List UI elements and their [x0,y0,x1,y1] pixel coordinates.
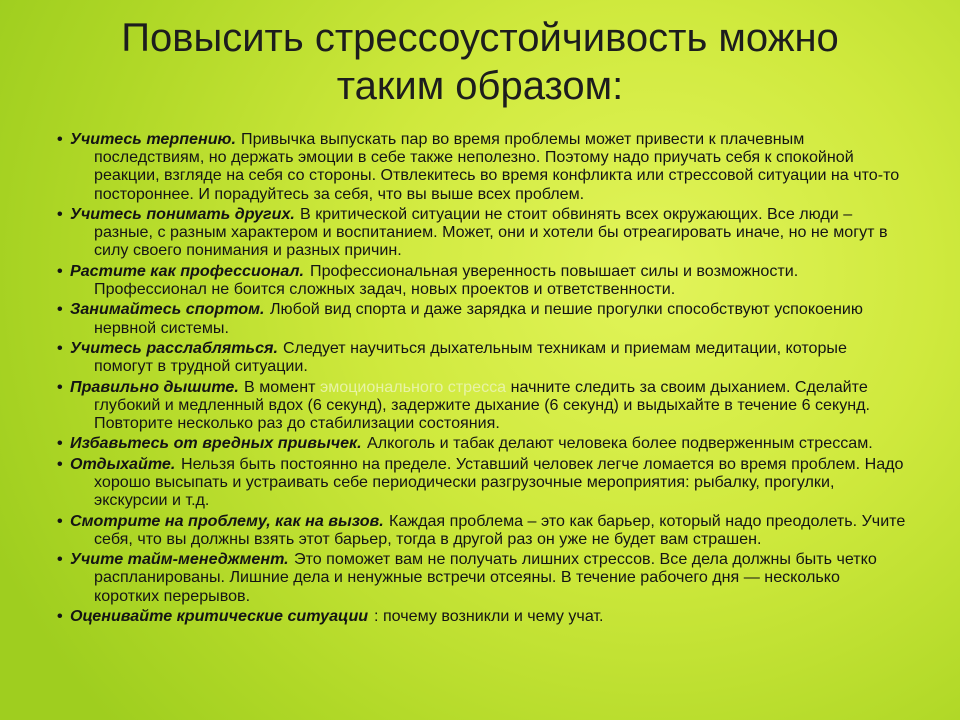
list-item [57,607,907,625]
list-item [57,339,907,375]
item-heading: Учитесь расслабляться. [70,338,278,357]
bullet-icon: • [57,338,63,357]
bullet-icon: • [57,550,63,569]
item-heading: Занимайтесь спортом. [70,300,265,319]
item-heading: Смотрите на проблему, как на вызов. [70,511,384,530]
list-item [57,130,907,203]
item-heading: Избавьтесь от вредных привычек. [70,434,362,453]
item-text: Это поможет вам не получать лишних стрессов. Все дела должны быть четко распланированы. Лишние дела и ненужные встречи отсеяны. В течение рабочего дня — несколько коротких перерывов. [94,550,877,605]
list-item [57,205,907,260]
slide-title [0,14,960,110]
item-text: Нельзя быть постоянно на пределе. Уставший человек легче ломается во время проблем. Надо хорошо высыпать и устраивать себе периодически разгрузочные мероприятия: рыбалку, прогулки, экскурсии и т.д. [94,454,904,510]
bullet-icon: • [57,300,63,319]
list-item [57,550,907,605]
bullet-icon: • [57,130,63,148]
item-heading: Учитесь понимать других. [70,205,295,223]
item-heading: Правильно дышите. [70,377,239,396]
item-heading: Растите как профессионал. [70,261,305,280]
list-item [57,455,907,510]
list-item [57,300,907,336]
item-heading: Отдыхайте. [70,454,176,473]
item-text: Каждая проблема – это как барьер, который надо преодолеть. Учите себя, что вы должны взять этот барьер, тогда в другой раз он уже не будет вам страшен. [94,511,906,548]
slide-title-line-1: Повысить стрессоустойчивость можно [121,16,839,60]
bullet-icon: • [57,377,63,396]
item-text: : почему возникли и чему учат. [374,606,604,625]
item-text: Привычка выпускать пар во время проблемы может привести к плачевным последствиям, но держать эмоции в себе также неполезно. Поэтому надо приучать себя к спокойной реакции, взгляде на себя со стороны. Отвлекитесь во время конфликта или стрессовой ситуации на что-то постороннее. И порадуйтесь за себя, что вы выше всех проблем. [94,130,900,203]
item-text: Профессиональная уверенность повышает силы и возможности. Профессионал не боится сложных задач, новых проектов и ответственности. [94,261,799,298]
tips-list [57,130,907,627]
emotional-stress-link[interactable]: эмоционального стресса [319,377,507,396]
item-text-after-link: начните следить за своим дыханием. Сделайте глубокий и медленный вдох (6 секунд), задержите дыхание (6 секунд) и выдыхайте в течение 6 секунд. Повторите несколько раз до стабилизации состояния. [94,377,871,432]
item-heading: Учите тайм-менеджмент. [70,550,289,569]
item-heading: Оценивайте критические ситуации [70,606,369,625]
bullet-icon: • [57,511,63,530]
bullet-icon: • [57,205,63,223]
item-text: Следует научиться дыхательным техникам и приемам медитации, которые помогут в трудной ситуации. [94,338,847,376]
list-item [57,434,907,452]
item-text: Алкоголь и табак делают человека более подверженным стрессам. [367,434,873,453]
item-text-before-link: В момент [244,377,316,396]
item-text: В критической ситуации не стоит обвинять всех окружающих. Все люди – разные, с разным характером и воспитанием. Может, они и хотели бы отреагировать иначе, но не могут в силу своего понимания и разных причин. [94,205,888,260]
bullet-icon: • [57,454,63,473]
list-item [57,512,907,548]
list-item [57,378,907,433]
list-item [57,262,907,298]
item-heading: Учитесь терпению. [70,130,236,148]
bullet-icon: • [57,261,63,280]
bullet-icon: • [57,606,63,625]
slide-title-line-2: таким образом: [336,64,624,108]
item-text: Любой вид спорта и даже зарядка и пешие прогулки способствуют успокоению нервной системы. [94,300,863,337]
bullet-icon: • [57,434,63,453]
